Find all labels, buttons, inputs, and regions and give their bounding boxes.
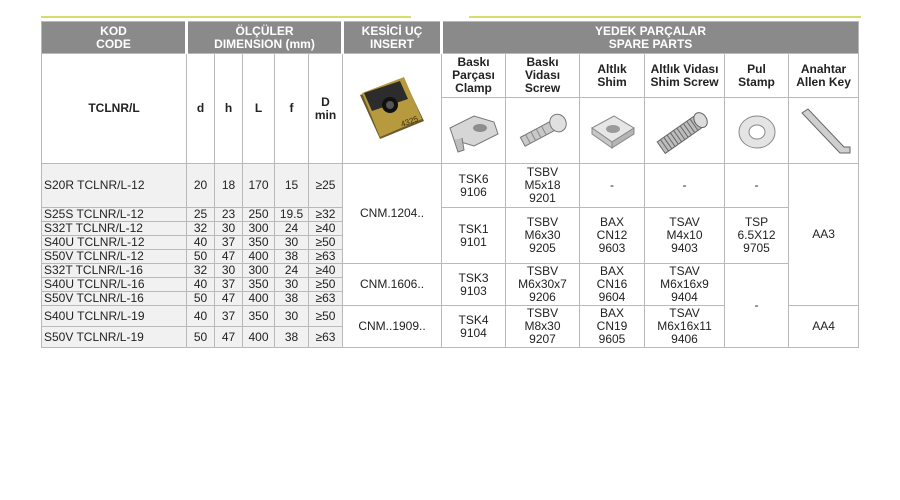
col-shim: Altlık Shim xyxy=(580,54,645,98)
row-code: S40U TCLNR/L-16 xyxy=(42,278,187,292)
screw-icon xyxy=(512,106,574,156)
row-dmin: ≥50 xyxy=(309,236,343,250)
row-code: S50V TCLNR/L-19 xyxy=(42,327,187,348)
col-screw: Baskı Vidası Screw xyxy=(506,54,580,98)
row-code: S32T TCLNR/L-12 xyxy=(42,222,187,236)
row-d: 50 xyxy=(187,327,215,348)
subheader-row xyxy=(42,54,859,98)
row-f: 38 xyxy=(275,327,309,348)
row-dmin: ≥40 xyxy=(309,264,343,278)
screw-g2: TSBV M6x30 9205 xyxy=(506,208,580,264)
row-d: 40 xyxy=(187,306,215,327)
row-d: 32 xyxy=(187,222,215,236)
shim-screw-g2: TSAV M4x10 9403 xyxy=(645,208,725,264)
row-L: 400 xyxy=(243,327,275,348)
row-dmin: ≥25 xyxy=(309,164,343,208)
shim-g1: - xyxy=(580,164,645,208)
row-d: 40 xyxy=(187,278,215,292)
shim-icon xyxy=(586,108,638,154)
row-d: 50 xyxy=(187,250,215,264)
screw-g4: TSBV M8x30 9207 xyxy=(506,306,580,348)
row-h: 47 xyxy=(215,292,243,306)
allen-key-aa3: AA3 xyxy=(789,164,859,306)
shim-screw-g1: - xyxy=(645,164,725,208)
shim-g2: BAX CN12 9603 xyxy=(580,208,645,264)
row-dmin: ≥63 xyxy=(309,292,343,306)
row-d: 25 xyxy=(187,208,215,222)
row-L: 350 xyxy=(243,236,275,250)
row-h: 37 xyxy=(215,306,243,327)
insert-19: CNM..1909.. xyxy=(343,306,442,348)
stamp-g34: - xyxy=(725,264,789,348)
clamp-image xyxy=(442,98,506,164)
row-f: 24 xyxy=(275,264,309,278)
row-f: 30 xyxy=(275,278,309,292)
shim-screw-icon xyxy=(650,103,720,159)
shim-g3: BAX CN16 9604 xyxy=(580,264,645,306)
header-insert: KESİCİ UÇ INSERT xyxy=(343,22,442,54)
svg-text:4325: 4325 xyxy=(399,113,420,129)
row-h: 37 xyxy=(215,236,243,250)
allen-key-image xyxy=(789,98,859,164)
row-f: 38 xyxy=(275,250,309,264)
row-f: 38 xyxy=(275,292,309,306)
row-code: S32T TCLNR/L-16 xyxy=(42,264,187,278)
screw-g1: TSBV M5x18 9201 xyxy=(506,164,580,208)
row-h: 47 xyxy=(215,327,243,348)
clamp-g1: TSK6 9106 xyxy=(442,164,506,208)
shim-screw-image xyxy=(645,98,725,164)
row-code: S50V TCLNR/L-16 xyxy=(42,292,187,306)
row-h: 23 xyxy=(215,208,243,222)
row-d: 50 xyxy=(187,292,215,306)
row-f: 30 xyxy=(275,236,309,250)
insert-image xyxy=(343,54,442,164)
col-stamp: Pul Stamp xyxy=(725,54,789,98)
header-code: KOD CODE xyxy=(42,22,187,54)
row-d: 40 xyxy=(187,236,215,250)
row-dmin: ≥50 xyxy=(309,278,343,292)
row-dmin: ≥32 xyxy=(309,208,343,222)
stamp-image xyxy=(725,98,789,164)
stamp-g2: TSP 6.5X12 9705 xyxy=(725,208,789,264)
row-code: S40U TCLNR/L-12 xyxy=(42,236,187,250)
shim-image xyxy=(580,98,645,164)
row-dmin: ≥63 xyxy=(309,250,343,264)
tool-holder-table xyxy=(41,21,859,348)
row-L: 300 xyxy=(243,222,275,236)
screw-image xyxy=(506,98,580,164)
insert-16: CNM.1606.. xyxy=(343,264,442,306)
row-f: 30 xyxy=(275,306,309,327)
row-L: 300 xyxy=(243,264,275,278)
clamp-g4: TSK4 9104 xyxy=(442,306,506,348)
allen-key-aa4: AA4 xyxy=(789,306,859,348)
insert-12: CNM.1204.. xyxy=(343,164,442,264)
shim-screw-g4: TSAV M6x16x11 9406 xyxy=(645,306,725,348)
row-f: 19.5 xyxy=(275,208,309,222)
insert-icon xyxy=(352,69,432,149)
washer-icon xyxy=(732,108,782,154)
col-h: h xyxy=(215,54,243,164)
table-row xyxy=(42,208,859,222)
row-L: 400 xyxy=(243,250,275,264)
col-L: L xyxy=(243,54,275,164)
row-L: 350 xyxy=(243,306,275,327)
row-dmin: ≥63 xyxy=(309,327,343,348)
col-shim-screw: Altlık Vidası Shim Screw xyxy=(645,54,725,98)
table-row xyxy=(42,164,859,208)
row-h: 37 xyxy=(215,278,243,292)
table-row xyxy=(42,264,859,278)
row-L: 250 xyxy=(243,208,275,222)
stamp-g1: - xyxy=(725,164,789,208)
row-dmin: ≥40 xyxy=(309,222,343,236)
col-clamp: Baskı Parçası Clamp xyxy=(442,54,506,98)
header-row xyxy=(42,22,859,54)
clamp-g3: TSK3 9103 xyxy=(442,264,506,306)
model-label: TCLNR/L xyxy=(42,54,187,164)
row-h: 18 xyxy=(215,164,243,208)
clamp-g2: TSK1 9101 xyxy=(442,208,506,264)
screw-g3: TSBV M6x30x7 9206 xyxy=(506,264,580,306)
row-f: 24 xyxy=(275,222,309,236)
row-code: S40U TCLNR/L-19 xyxy=(42,306,187,327)
header-accent-line-left xyxy=(41,16,411,18)
row-code: S20R TCLNR/L-12 xyxy=(42,164,187,208)
row-d: 20 xyxy=(187,164,215,208)
row-L: 400 xyxy=(243,292,275,306)
header-accent-line-right xyxy=(469,16,861,18)
col-d: d xyxy=(187,54,215,164)
col-dmin: D min xyxy=(309,54,343,164)
row-dmin: ≥50 xyxy=(309,306,343,327)
row-d: 32 xyxy=(187,264,215,278)
row-h: 47 xyxy=(215,250,243,264)
header-dimensions: ÖLÇÜLER DIMENSION (mm) xyxy=(187,22,343,54)
header-spare-parts: YEDEK PARÇALAR SPARE PARTS xyxy=(442,22,859,54)
row-L: 170 xyxy=(243,164,275,208)
shim-screw-g3: TSAV M6x16x9 9404 xyxy=(645,264,725,306)
col-allen: Anahtar Allen Key xyxy=(789,54,859,98)
row-h: 30 xyxy=(215,222,243,236)
row-h: 30 xyxy=(215,264,243,278)
col-f: f xyxy=(275,54,309,164)
row-L: 350 xyxy=(243,278,275,292)
clamp-icon xyxy=(444,106,504,156)
row-code: S25S TCLNR/L-12 xyxy=(42,208,187,222)
row-f: 15 xyxy=(275,164,309,208)
allen-key-icon xyxy=(794,103,854,159)
shim-g4: BAX CN19 9605 xyxy=(580,306,645,348)
row-code: S50V TCLNR/L-12 xyxy=(42,250,187,264)
